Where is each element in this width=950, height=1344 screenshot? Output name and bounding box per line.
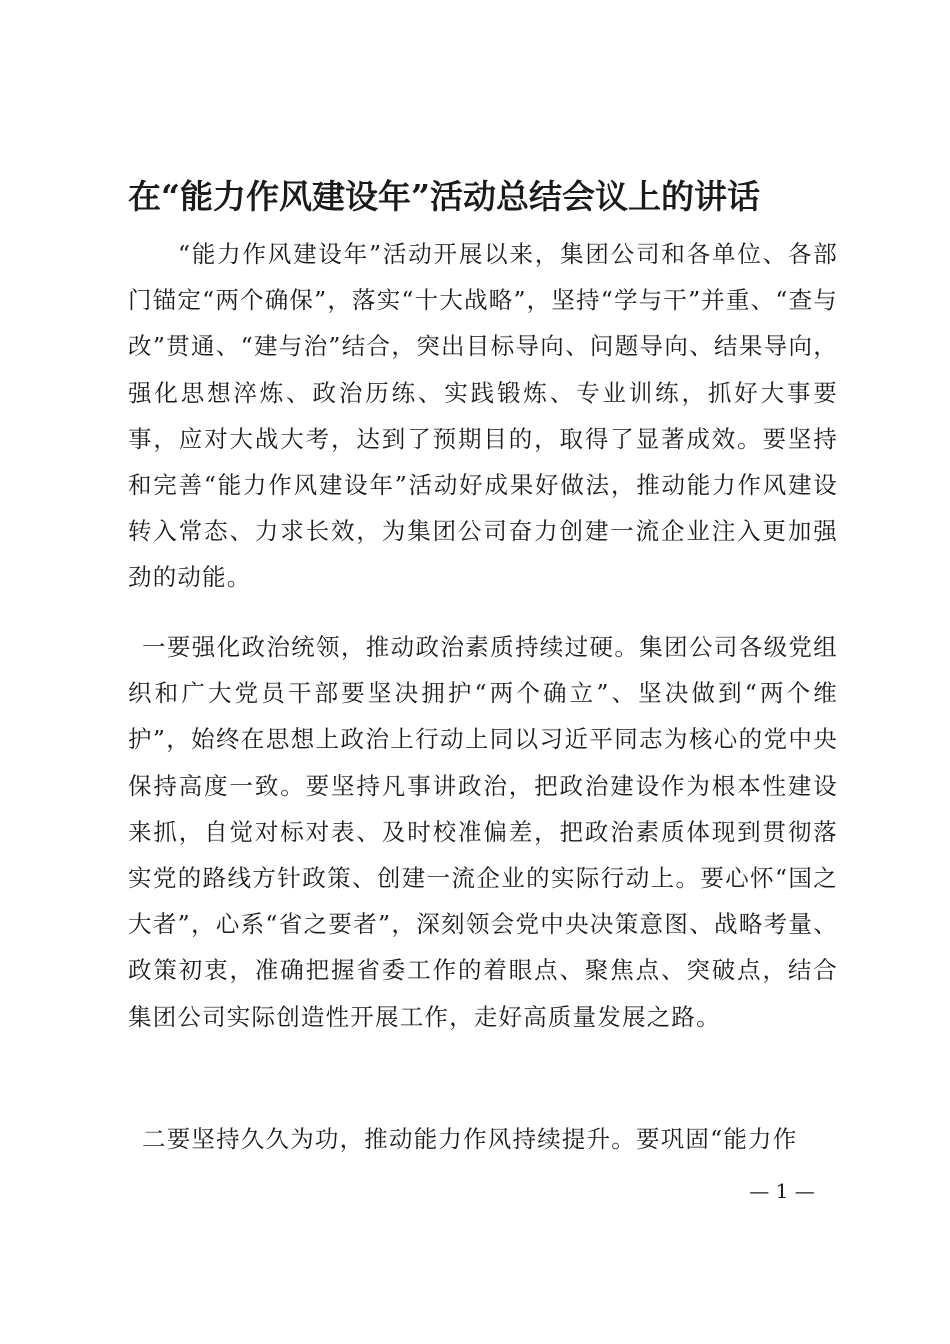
page-number: — 1 — (749, 1179, 815, 1203)
document-title: 在“能力作风建设年”活动总结会议上的讲话 (128, 177, 760, 216)
paragraph-first-point: 一要强化政治统领，推动政治素质持续过硬。集团公司各级党组织和广大党员干部要坚决拥护“两个确立”、坚决做到“两个维护”，始终在思想上政治上行动上同以习近平同志为核心的党中央保持高度一致。要坚持凡事讲政治，把政治建设作为根本性建设来抓，自觉对标对表、及时校准偏差，把政治素质体现到贯彻落实党的路线方针政策、创建一流企业的实际行动上。要心怀“国之大者”，心系“省之要者”，深刻领会党中央决策意图、战略考量、政策初衷，准确把握省委工作的着眼点、聚焦点、突破点，结合集团公司实际创造性开展工作，走好高质量发展之路。 (128, 633, 838, 1031)
paragraph-second-point: 二要坚持久久为功，推动能力作风持续提升。要巩固“能力作 (142, 1125, 798, 1153)
paragraph-intro: “能力作风建设年”活动开展以来，集团公司和各单位、各部门锚定“两个确保”，落实“十大战略”，坚持“学与干”并重、“查与改”贯通、“建与治”结合，突出目标导向、问题导向、结果导向，强化思想淬炼、政治历练、实践锻炼、专业训练，抓好大事要事，应对大战大考，达到了预期目的，取得了显著成效。要坚持和完善“能力作风建设年”活动好成果好做法，推动能力作风建设转入常态、力求长效，为集团公司奋力创建一流企业注入更加强劲的动能。 (128, 240, 838, 592)
